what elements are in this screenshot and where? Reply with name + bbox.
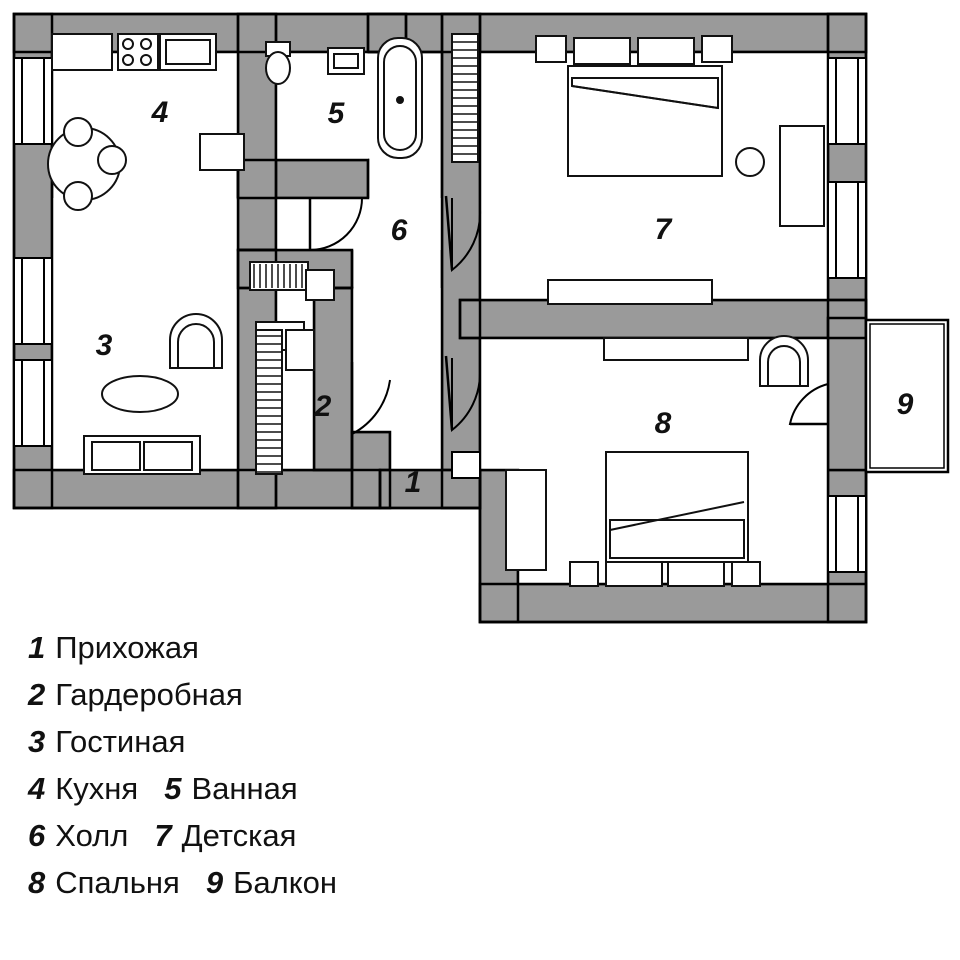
legend-number-3: 3: [28, 724, 46, 759]
room-number-9: 9: [896, 388, 914, 421]
legend-label-6: Холл: [55, 818, 129, 853]
legend-number-6: 6: [28, 818, 46, 853]
legend: [28, 630, 928, 912]
legend-item-8: [28, 865, 206, 901]
legend-label-9: Балкон: [233, 865, 338, 900]
legend-item-9: [206, 865, 363, 901]
legend-label-8: Спальня: [55, 865, 180, 900]
legend-number-8: 8: [28, 865, 46, 900]
legend-row: [28, 724, 928, 760]
room-number-2: 2: [314, 390, 332, 423]
room-number-6: 6: [390, 214, 408, 247]
room-number-1: 1: [404, 466, 422, 499]
wall-between-7-8: [460, 300, 866, 338]
legend-label-1: Прихожая: [55, 630, 199, 665]
legend-row: [28, 818, 928, 854]
room-number-5: 5: [327, 97, 345, 130]
legend-number-2: 2: [28, 677, 46, 712]
room-number-3: 3: [95, 329, 113, 362]
legend-row: [28, 865, 928, 901]
legend-number-1: 1: [28, 630, 46, 665]
door-entrance: [452, 452, 480, 478]
legend-item-3: [28, 724, 211, 760]
legend-number-9: 9: [205, 865, 224, 900]
legend-item-6: [28, 818, 154, 854]
room-number-7: 7: [654, 213, 672, 246]
legend-item-7: [154, 818, 322, 854]
room-number-8: 8: [654, 407, 672, 440]
interior-6a: [276, 198, 442, 250]
legend-label-2: Гардеробная: [55, 677, 243, 712]
legend-row: [28, 677, 928, 713]
interior-1: [390, 432, 442, 470]
legend-number-7: 7: [154, 818, 172, 853]
room-number-4: 4: [151, 96, 169, 129]
legend-row: [28, 771, 928, 807]
legend-number-5: 5: [164, 771, 182, 806]
legend-item-2: [28, 677, 269, 713]
legend-label-7: Детская: [181, 818, 297, 853]
legend-row: [28, 630, 928, 666]
legend-item-5: [164, 771, 323, 807]
legend-item-1: [28, 630, 225, 666]
interior-6b: [352, 288, 442, 432]
legend-item-4: [28, 771, 164, 807]
legend-label-5: Ванная: [191, 771, 298, 806]
wall-wardrobe-right: [314, 288, 352, 470]
legend-label-3: Гостиная: [55, 724, 186, 759]
legend-label-4: Кухня: [55, 771, 139, 806]
wall-balcony-connector: [828, 318, 866, 470]
legend-number-4: 4: [28, 771, 46, 806]
